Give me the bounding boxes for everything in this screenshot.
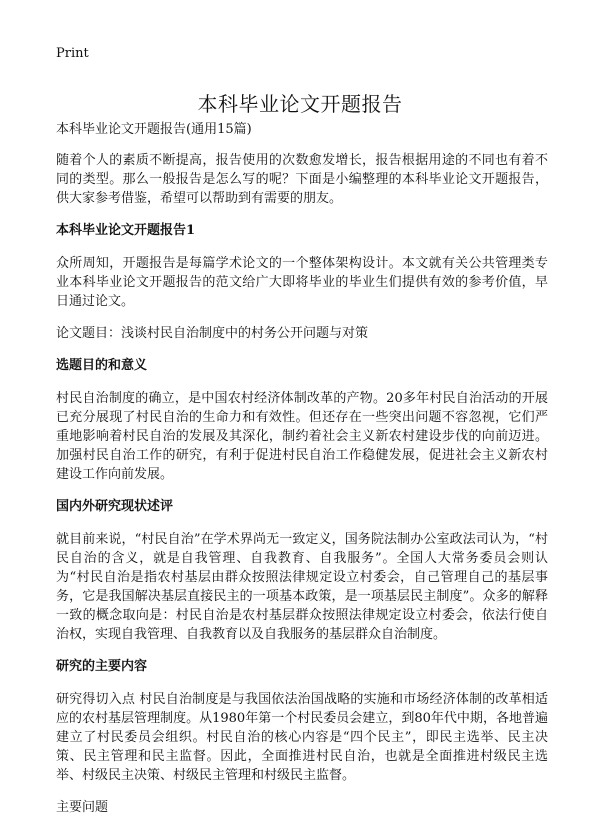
document-subtitle: 本科毕业论文开题报告(通用15篇) [56,122,252,137]
main-content-paragraph: 研究得切入点 村民自治制度是与我国依法治国战略的实施和市场经济体制的改革相适应的农村基层管理制度。从1980年第一个村民委员会建立，到80年代中期，各地普遍建立了村民委员会组织。村民自治的核心内容是“四个民主”，即民主选举、民主决策、民主管理和民主监督。因此，全面推进村民自治，也就是全面推进村级民主选举、村级民主决策、村级民主管理和村级民主监督。 [56,692,548,783]
print-link[interactable]: Print [56,46,89,61]
section-heading-review: 国内外研究现状述评 [56,499,174,514]
review-paragraph: 就目前来说，“村民自治”在学术界尚无一致定义，国务院法制办公室政法司认为，“村民自治的含义，就是自我管理、自我教育、自我服务”。全国人大常务委员会则认为“村民自治是指农村基层由群众按照法律规定设立村委会，自己管理自己的基层事务，它是我国解决基层直接民主的一项基本政策，是一项基层民主制度”。众多的解释一致的概念取向是：村民自治是农村基层群众按照法律规定设立村委会，依法行使自治权，实现自我管理、自我教育以及自我服务的基层群众自治制度。 [56,532,548,642]
purpose-paragraph: 村民自治制度的确立，是中国农村经济体制改革的产物。20多年村民自治活动的开展已充分展现了村民自治的生命力和有效性。但还存在一些突出问题不容忽视，它们严重地影响着村民自治的发展及其深化，制约着社会主义新农村建设步伐的向前迈进。加强村民自治工作的研究，有利于促进村民自治工作稳健发展，促进社会主义新农村建设工作向前发展。 [56,391,548,482]
thesis-topic: 论文题目：浅谈村民自治制度中的村务公开问题与对策 [56,326,369,341]
section-heading-main-content: 研究的主要内容 [56,659,148,674]
section-heading-purpose: 选题目的和意义 [56,358,148,373]
section-heading-report-1: 本科毕业论文开题报告1 [56,223,196,238]
intro-paragraph: 随着个人的素质不断提高，报告使用的次数愈发增长，报告根据用途的不同也有着不同的类型。那么一般报告是怎么写的呢？下面是小编整理的本科毕业论文开题报告，供大家参考借鉴，希望可以帮助到有需要的朋友。 [56,153,548,206]
main-problem-label: 主要问题 [56,800,109,815]
page-title: 本科毕业论文开题报告 [197,92,403,117]
section-1-paragraph: 众所周知，开题报告是每篇学术论文的一个整体架构设计。本文就有关公共管理类专业本科毕业论文开题报告的范文给广大即将毕业的毕业生们提供有效的参考价值，早日通过论文。 [56,256,548,309]
document-body [56,121,548,831]
